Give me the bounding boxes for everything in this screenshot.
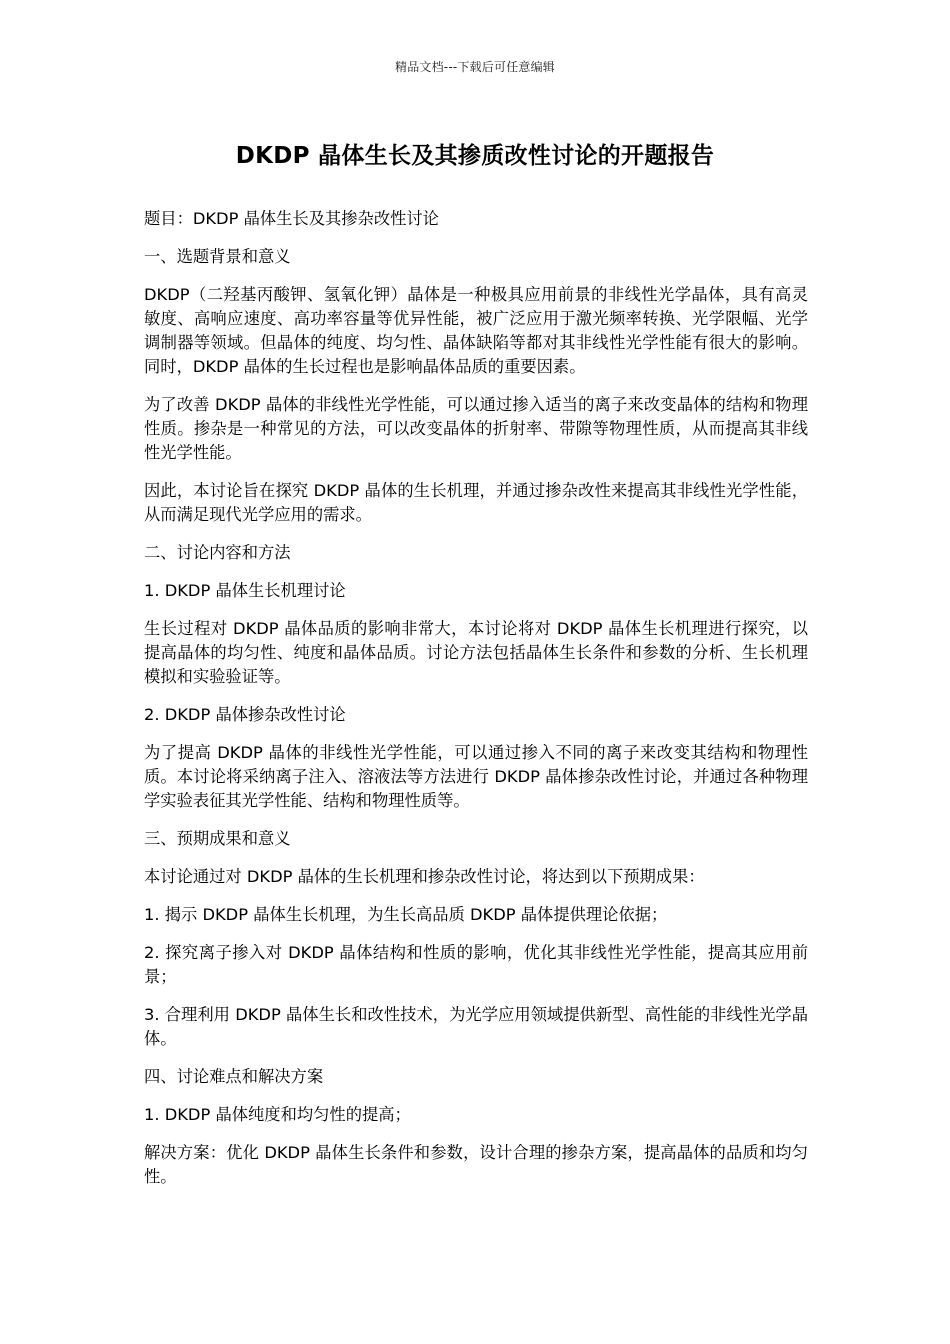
outcome-item-1: 1. 揭示 DKDP 晶体生长机理，为生长高品质 DKDP 晶体提供理论依据； bbox=[144, 905, 668, 924]
outcome-item-2: 2. 探究离子掺入对 DKDP 晶体结构和性质的影响，优化其非线性光学性能，提高其应用前景； bbox=[144, 943, 808, 986]
paragraph-doping: 为了改善 DKDP 晶体的非线性光学性能，可以通过掺入适当的离子来改变晶体的结构和物理性质。掺杂是一种常见的方法，可以改变晶体的折射率、带隙等物理性质，从而提高其非线性光学性能。 bbox=[144, 395, 808, 462]
section-heading-outcomes: 三、预期成果和意义 bbox=[144, 829, 291, 848]
section-heading-content: 二、讨论内容和方法 bbox=[144, 543, 291, 562]
paragraph-growth-mechanism: 生长过程对 DKDP 晶体品质的影响非常大，本讨论将对 DKDP 晶体生长机理进行探究，以提高晶体的均匀性、纯度和晶体品质。讨论方法包括晶体生长条件和参数的分析、生长机理模拟和实验验证等。 bbox=[144, 619, 808, 686]
paragraph-aim: 因此，本讨论旨在探究 DKDP 晶体的生长机理，并通过掺杂改性来提高其非线性光学性能，从而满足现代光学应用的需求。 bbox=[144, 481, 808, 524]
subheading-growth-mechanism: 1. DKDP 晶体生长机理讨论 bbox=[144, 581, 346, 600]
header-note: 精品文档---下载后可任意编辑 bbox=[395, 60, 555, 74]
section-heading-background: 一、选题背景和意义 bbox=[144, 247, 291, 266]
section-heading-difficulties: 四、讨论难点和解决方案 bbox=[144, 1067, 324, 1086]
document-body bbox=[144, 207, 808, 1203]
paragraph-doping-study: 为了提高 DKDP 晶体的非线性光学性能，可以通过掺入不同的离子来改变其结构和物理性质。本讨论将采纳离子注入、溶液法等方法进行 DKDP 晶体掺杂改性讨论，并通过各种物理学实验表征其光学性能、结构和物理性质等。 bbox=[144, 743, 808, 810]
difficulty-item-1: 1. DKDP 晶体纯度和均匀性的提高； bbox=[144, 1105, 411, 1124]
topic-line: 题目：DKDP 晶体生长及其掺杂改性讨论 bbox=[144, 209, 439, 228]
solution-item-1: 解决方案：优化 DKDP 晶体生长条件和参数，设计合理的掺杂方案，提高晶体的品质和均匀性。 bbox=[144, 1143, 808, 1186]
paragraph-intro: DKDP（二羟基丙酸钾、氢氧化钾）晶体是一种极具应用前景的非线性光学晶体，具有高灵敏度、高响应速度、高功率容量等优异性能，被广泛应用于激光频率转换、光学限幅、光学调制器等领域。但晶体的纯度、均匀性、晶体缺陷等都对其非线性光学性能有很大的影响。同时，DKDP 晶体的生长过程也是影响晶体品质的重要因素。 bbox=[144, 285, 808, 376]
outcome-item-3: 3. 合理利用 DKDP 晶体生长和改性技术，为光学应用领域提供新型、高性能的非线性光学晶体。 bbox=[144, 1005, 808, 1048]
subheading-doping-study: 2. DKDP 晶体掺杂改性讨论 bbox=[144, 705, 346, 724]
paragraph-outcomes-intro: 本讨论通过对 DKDP 晶体的生长机理和掺杂改性讨论，将达到以下预期成果： bbox=[144, 867, 705, 886]
document-title: DKDP 晶体生长及其掺质改性讨论的开题报告 bbox=[235, 143, 715, 169]
